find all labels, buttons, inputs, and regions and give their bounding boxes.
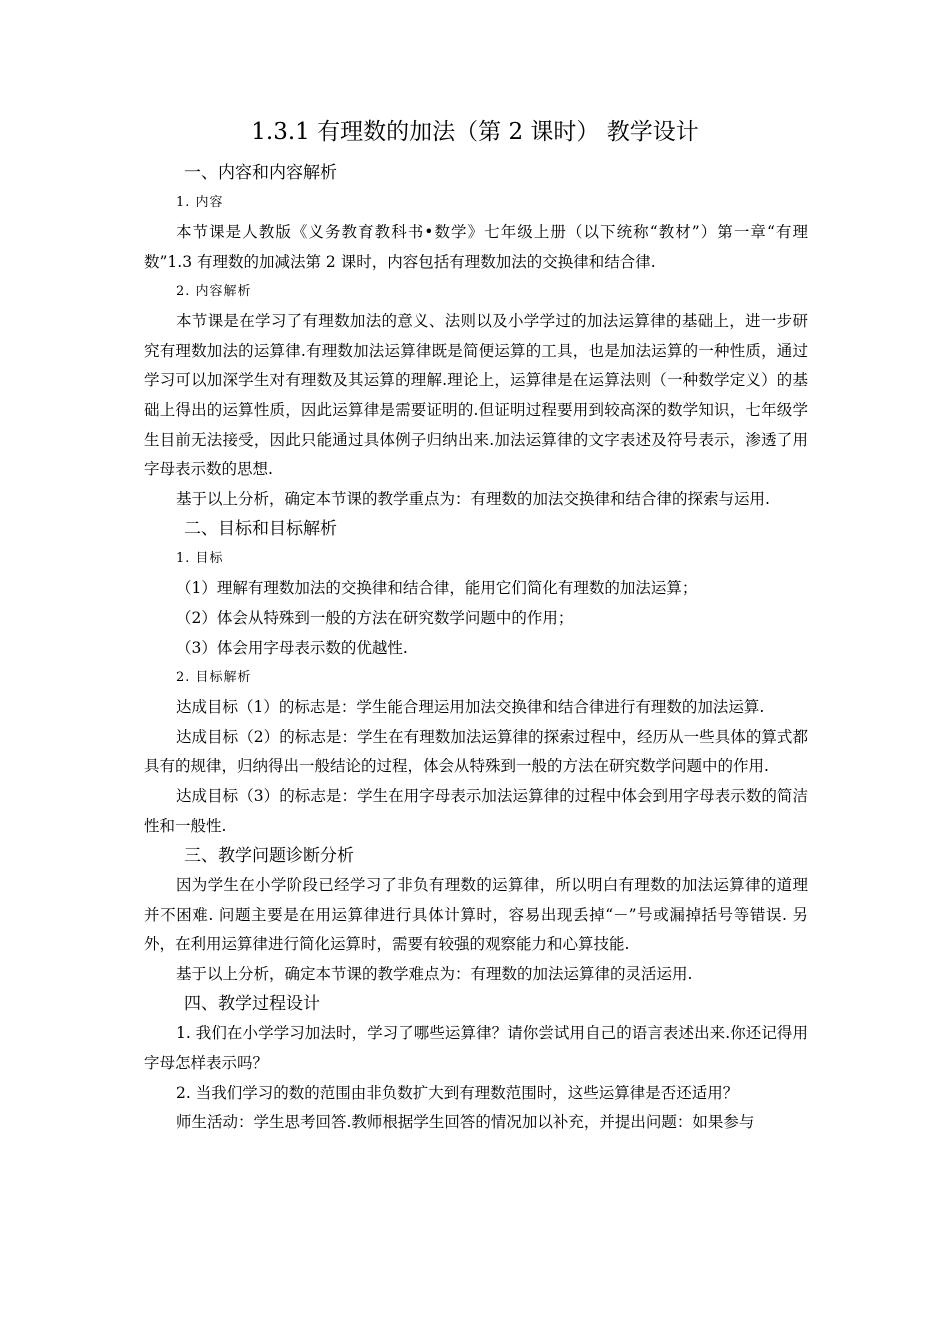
- section-heading: 三、教学问题诊断分析: [184, 846, 354, 867]
- paragraph: 本节课是人教版《义务教育教科书•数学》七年级上册（以下统称“教材”）第一章“有理数”1.3 有理数的加减法第 2 课时，内容包括有理数加法的交换律和结合律.: [144, 223, 808, 271]
- paragraph: 本节课是在学习了有理数加法的意义、法则以及小学学过的加法运算律的基础上，进一步研究有理数加法的运算律.有理数加法运算律既是简便运算的工具，也是加法运算的一种性质，通过学习可以加深学生对有理数及其运算的理解.理论上，运算律是在运算法则（一种数学定义）的基础上得出的运算性质，因此运算律是需要证明的.但证明过程要用到较高深的数学知识，七年级学生目前无法接受，因此只能通过具体例子归纳出来.加法运算律的文字表述及符号表示，渗透了用字母表示数的思想.: [144, 312, 808, 479]
- paragraph: 达成目标（1）的标志是：学生能合理运用加法交换律和结合律进行有理数的加法运算.: [176, 698, 765, 717]
- document-body: [144, 158, 808, 1138]
- subsection-heading: 1. 目标: [176, 551, 224, 567]
- section-goals: [144, 514, 808, 841]
- section-heading: 四、教学过程设计: [184, 994, 320, 1015]
- section-process: [144, 989, 808, 1137]
- paragraph: 师生活动：学生思考回答.教师根据学生回答的情况加以补充，并提出问题：如果参与: [176, 1113, 755, 1132]
- paragraph: 达成目标（3）的标志是：学生在用字母表示加法运算律的过程中体会到用字母表示数的简洁性和一般性.: [144, 786, 808, 835]
- section-heading: 一、内容和内容解析: [184, 163, 337, 183]
- goal-item: （2）体会从特殊到一般的方法在研究数学问题中的作用；: [176, 608, 574, 627]
- section-diagnosis: [144, 841, 808, 989]
- section-content-analysis: [144, 158, 808, 514]
- subsection-heading: 1. 内容: [176, 195, 224, 210]
- paragraph: 基于以上分析，确定本节课的教学难点为：有理数的加法运算律的灵活运用.: [176, 964, 693, 983]
- subsection-heading: 2. 内容解析: [176, 284, 252, 300]
- goal-item: （3）体会用字母表示数的优越性.: [176, 638, 408, 657]
- subsection-heading: 2. 目标解析: [176, 670, 252, 686]
- paragraph: 达成目标（2）的标志是：学生在有理数加法运算律的探索过程中，经历从一些具体的算式都具有的规律，归纳得出一般结论的过程，体会从特殊到一般的方法在研究数学问题中的作用.: [144, 727, 808, 776]
- goal-item: （1）理解有理数加法的交换律和结合律，能用它们简化有理数的加法运算；: [176, 579, 698, 598]
- paragraph: 1. 我们在小学学习加法时，学习了哪些运算律？请你尝试用自己的语言表述出来.你还记得用字母怎样表示吗？: [144, 1024, 808, 1073]
- section-heading: 二、目标和目标解析: [184, 519, 337, 540]
- paragraph: 2. 当我们学习的数的范围由非负数扩大到有理数范围时，这些运算律是否还适用？: [176, 1083, 739, 1102]
- paragraph: 基于以上分析，确定本节课的教学重点为：有理数的加法交换律和结合律的探索与运用.: [176, 489, 770, 508]
- paragraph: 因为学生在小学阶段已经学习了非负有理数的运算律，所以明白有理数的加法运算律的道理并不困难. 问题主要是在用运算律进行具体计算时，容易出现丢掉“－”号或漏掉括号等错误. 另外，在利用运算律进行简化运算时，需要有较强的观察能力和心算技能.: [144, 876, 808, 954]
- document-title: 1.3.1 有理数的加法（第 2 课时） 教学设计: [251, 119, 699, 145]
